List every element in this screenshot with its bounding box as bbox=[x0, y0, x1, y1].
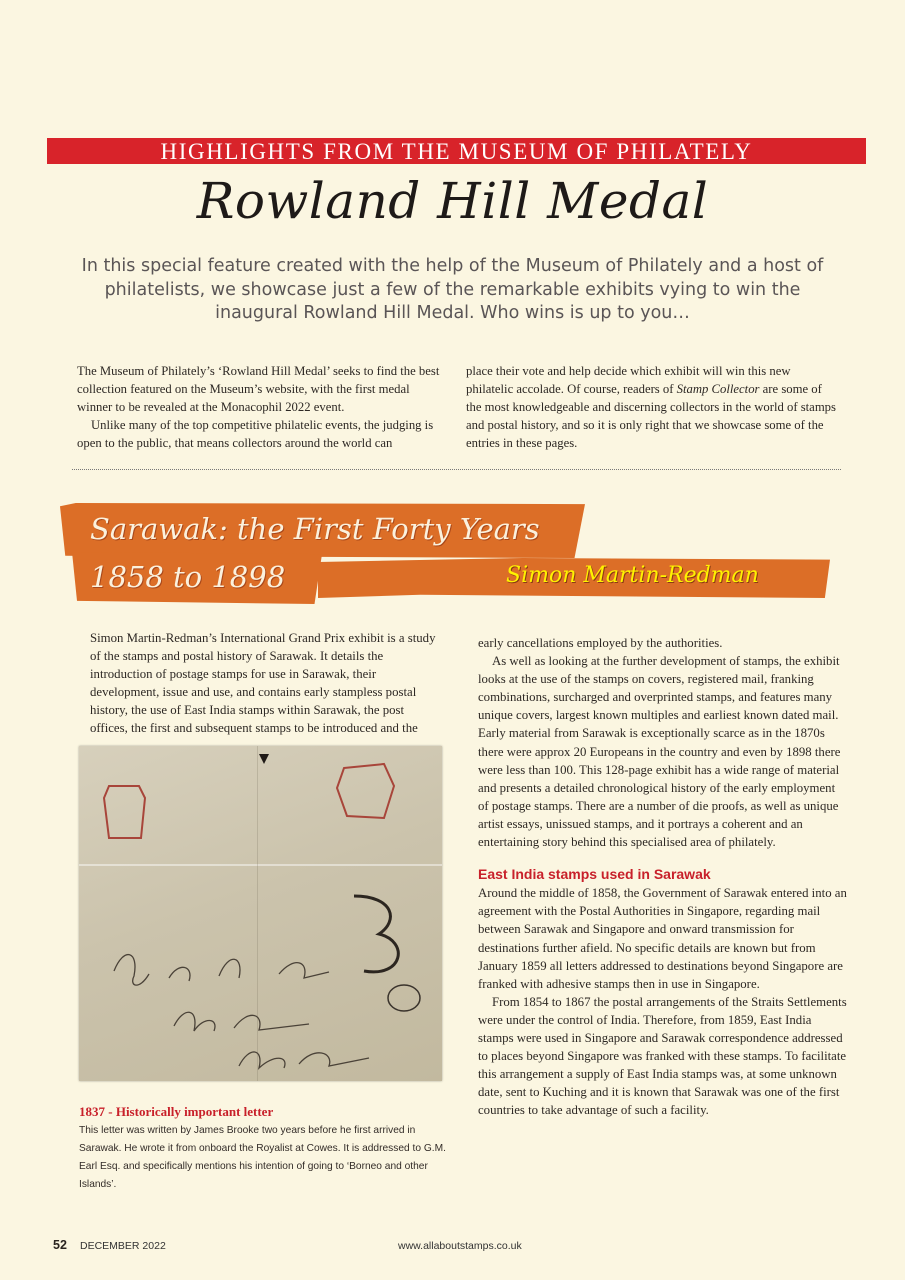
exhibit-title: Sarawak: the First Forty Years bbox=[90, 512, 540, 546]
article-paragraph: Simon Martin-Redman’s International Grand Prix exhibit is a study of the stamps and postal history of Sarawak. It details the introduction of postage stamps for use in Sarawak, their development, issue and use, and contains early stampless postal history, the use of East India stamps within Sarawak, the post offices, the first and subsequent stamps to be introduced and the bbox=[90, 631, 436, 736]
exhibit-author: Simon Martin-Redman bbox=[506, 563, 759, 588]
article-column-left bbox=[90, 629, 445, 738]
article-paragraph: early cancellations employed by the authorities. bbox=[478, 636, 723, 650]
standfirst: In this special feature created with the help of the Museum of Philately and a host of philatelists, we showcase just a few of the remarkable exhibits vying to win the inaugural Rowland Hill Medal. Who wins is up to you… bbox=[81, 256, 824, 323]
intro-column-left bbox=[77, 362, 442, 452]
page-title: Rowland Hill Medal bbox=[196, 172, 709, 230]
letter-markings bbox=[79, 746, 442, 1081]
figure-caption-title: 1837 - Historically important letter bbox=[79, 1104, 274, 1119]
intro-paragraph: Unlike many of the top competitive philatelic events, the judging is open to the public, that means collectors around the world can bbox=[77, 418, 434, 450]
intro-paragraph: place their vote and help decide which exhibit will win this new philatelic accolade. Of course, readers of Stamp Collector are some of the most knowledgeable and discerning collectors in the world of stamps and postal history, and so it is only right that we showcase some of the entries in these pages. bbox=[466, 364, 836, 450]
dotted-divider bbox=[72, 469, 841, 470]
figure-caption: This letter was written by James Brooke two years before he first arrived in Sarawak. He wrote it from onboard the Royalist at Cowes. It is addressed to G.M. Earl Esq. and specifically mentions his intention of going to ‘Borneo and other Islands’. bbox=[79, 1125, 446, 1190]
website-url: www.allaboutstamps.co.uk bbox=[398, 1240, 522, 1252]
article-subheading: East India stamps used in Sarawak bbox=[478, 866, 711, 883]
issue-date: DECEMBER 2022 bbox=[80, 1240, 166, 1252]
historic-letter-image bbox=[79, 746, 442, 1081]
page-number: 52 bbox=[53, 1238, 67, 1252]
article-paragraph: Around the middle of 1858, the Government of Sarawak entered into an agreement with the Postal Authorities in Singapore, regarding mail between Sarawak and Singapore and onward transmission for destinations further afield. No specific details are known but from January 1859 all letters addressed to destinations beyond Singapore are franked with adhesive stamps then in use in Singapore. bbox=[478, 886, 847, 991]
section-banner: HIGHLIGHTS FROM THE MUSEUM OF PHILATELY bbox=[47, 138, 866, 164]
article-column-right bbox=[478, 634, 848, 1119]
intro-paragraph: The Museum of Philately’s ‘Rowland Hill Medal’ seeks to find the best collection featured on the Museum’s website, with the first medal winner to be revealed at the Monacophil 2022 event. bbox=[77, 364, 440, 414]
intro-column-right bbox=[466, 362, 838, 452]
article-paragraph: From 1854 to 1867 the postal arrangements of the Straits Settlements were under the control of India. Therefore, from 1859, East India stamps were used in Singapore and Sarawak correspondence addressed to places beyond Singapore was franked with these stamps. To facilitate this arrangement a supply of East India stamps was, at some unknown date, sent to Kuching and it is known that Sarawak was one of the first countries to take advantage of such a facility. bbox=[478, 994, 847, 1118]
article-paragraph: As well as looking at the further development of stamps, the exhibit looks at the use of the stamps on covers, registered mail, franking combinations, surcharged and overprinted stamps, and features many unique covers, largest known multiples and earliest known dated mail. Early material from Sarawak is exceptionally scarce as in the 1870s there were approx 20 Europeans in the country and even by 1898 there were less than 100. This 128-page exhibit has a wide range of material and presents a detailed chronological history of the early employment of postage stamps. There are a number of die proofs, as well as unique artist essays, unissued stamps, and it portrays a coherent and an entertaining story behind this specialised area of philately. bbox=[478, 654, 841, 850]
magazine-name: Stamp Collector bbox=[676, 382, 760, 396]
exhibit-years: 1858 to 1898 bbox=[90, 560, 286, 594]
